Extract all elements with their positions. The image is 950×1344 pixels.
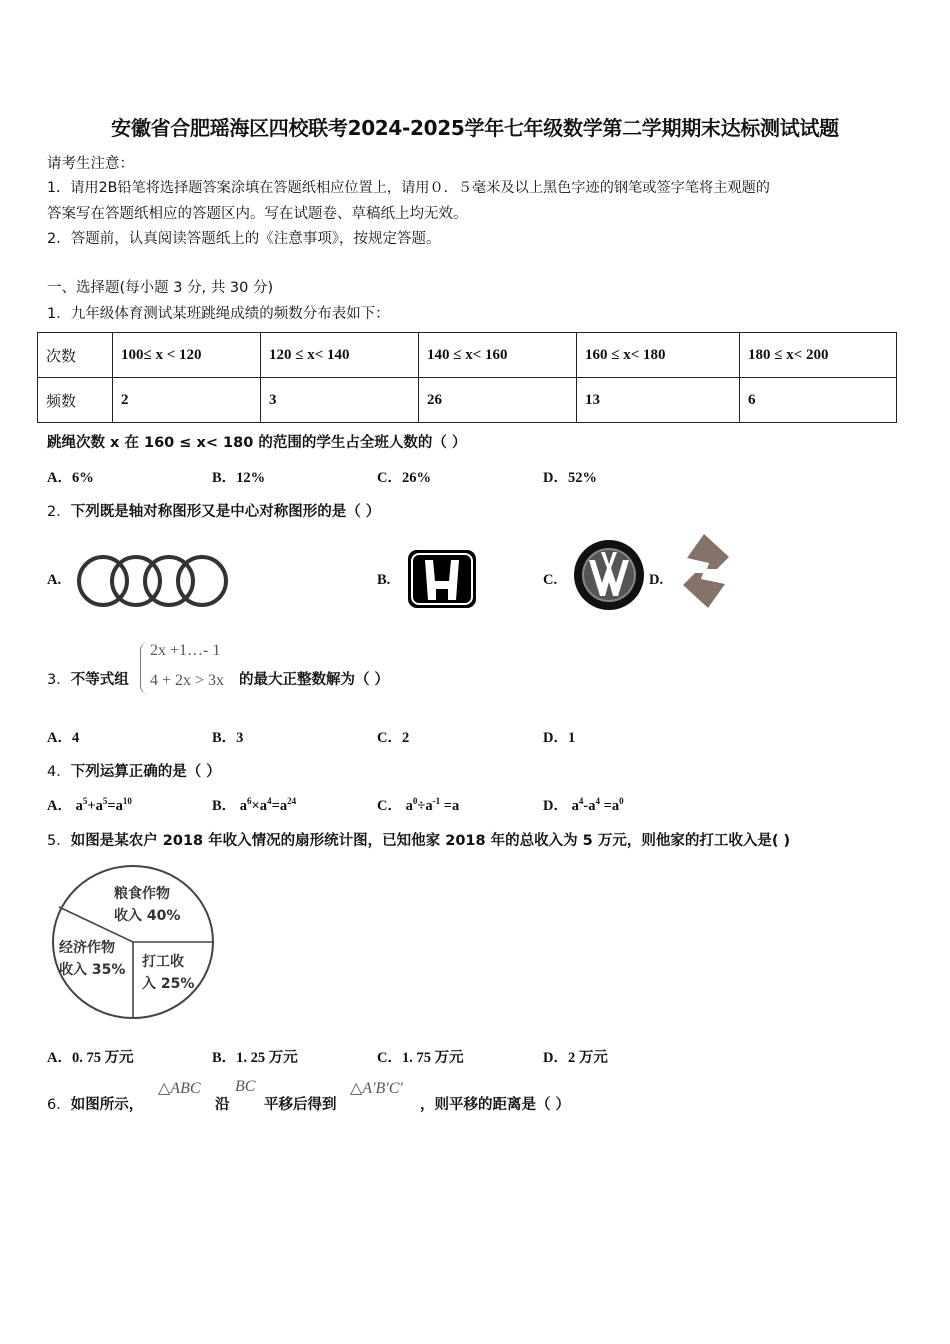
option-c[interactable]: C．1. 75 万元 <box>377 1050 464 1066</box>
notice-heading: 请考生注意： <box>47 156 134 172</box>
slice-label-economic-line-2: 收入 35% <box>59 962 126 978</box>
question-4-stem <box>47 760 221 781</box>
question-number: 2． <box>47 504 71 520</box>
question-number: 4． <box>47 764 71 780</box>
notice-item-2: 2．答题前，认真阅读答题纸上的《注意事项》，按规定答题。 <box>47 231 441 247</box>
row-header-count: 次数 <box>38 333 113 378</box>
option-d[interactable]: D. <box>649 572 664 588</box>
question-3-stem-prefix <box>47 668 129 689</box>
inequality-line-1: 2x +1…- 1 <box>150 642 221 659</box>
question-number: 1． <box>47 306 71 322</box>
expr: -a <box>583 798 596 814</box>
option-c[interactable]: C．2 <box>377 730 410 746</box>
question-2-stem <box>47 500 380 521</box>
option-a[interactable]: A. <box>47 572 62 588</box>
option-c[interactable] <box>377 794 459 815</box>
notice-item-1-line-1: 1．请用2B铅笔将选择题答案涂填在答题纸相应位置上，请用０．５毫米及以上黑色字迹的钢笔或签字笔将主观题的 <box>47 180 770 196</box>
option-label: C． <box>377 798 402 814</box>
slice-label-work-line-1: 打工收 <box>142 954 184 970</box>
exponent: 0 <box>619 796 624 806</box>
option-c[interactable]: C．26% <box>377 470 431 486</box>
left-brace <box>140 642 149 694</box>
option-b[interactable]: B．3 <box>212 730 244 746</box>
option-a[interactable]: A．4 <box>47 730 80 746</box>
option-d[interactable] <box>543 794 624 815</box>
four-rings-logo-icon <box>75 553 230 609</box>
question-text: 下列运算正确的是（ ） <box>70 764 221 780</box>
expr: =a <box>599 798 620 814</box>
option-d[interactable]: D．2 万元 <box>543 1050 608 1066</box>
question-text: 如图是某农户 2018 年收入情况的扇形统计图，已知他家 2018 年的总收入为 5 万元，则他家的打工收入是( ) <box>70 833 791 849</box>
table-cell: 2 <box>113 378 261 423</box>
question-text: 下列既是轴对称图形又是中心对称图形的是（ ） <box>70 504 381 520</box>
question-number: 3． <box>47 672 71 688</box>
table-row <box>38 333 897 378</box>
question-number: 5． <box>47 833 71 849</box>
slice-label-economic-line-1: 经济作物 <box>59 940 115 956</box>
table-row <box>38 378 897 423</box>
expr: ÷a <box>417 798 433 814</box>
question-text: 九年级体育测试某班跳绳成绩的频数分布表如下： <box>70 306 390 322</box>
notice-item-1-line-2: 答案写在答题纸相应的答题区内。写在试题卷、草稿纸上均无效。 <box>47 206 468 222</box>
h-emblem-logo-icon <box>406 548 478 610</box>
section-heading: 一、选择题(每小题 3 分, 共 30 分) <box>47 280 274 296</box>
expr: a <box>571 798 579 814</box>
table-cell: 100≤ x < 120 <box>113 333 261 378</box>
table-cell: 13 <box>577 378 740 423</box>
option-label: D． <box>543 798 568 814</box>
exponent: 0 <box>412 796 418 806</box>
table-cell: 120 ≤ x< 140 <box>261 333 419 378</box>
option-b[interactable]: B．1. 25 万元 <box>212 1050 298 1066</box>
question-text: 如图所示， <box>70 1097 144 1113</box>
question-5-stem <box>47 829 790 850</box>
expr: a <box>405 798 413 814</box>
exponent: 4 <box>578 796 584 806</box>
option-label: B． <box>212 798 237 814</box>
exponent: 4 <box>267 796 272 806</box>
slice-label-work-line-2: 入 25% <box>142 976 195 992</box>
vw-circle-logo-icon <box>571 538 647 612</box>
option-a[interactable] <box>47 794 132 815</box>
exponent: 5 <box>102 796 108 806</box>
s-diamond-logo-icon <box>679 532 733 610</box>
math-segment-bc: BC <box>235 1078 256 1095</box>
question-1-followup: 跳绳次数 x 在 160 ≤ x< 180 的范围的学生占全班人数的（ ） <box>47 435 467 451</box>
table-cell: 180 ≤ x< 200 <box>740 333 897 378</box>
option-c[interactable]: C. <box>543 572 558 588</box>
inequality-line-2: 4 + 2x > 3x <box>150 672 225 689</box>
expr: a <box>75 798 83 814</box>
option-d[interactable]: D．52% <box>543 470 597 486</box>
question-text: ，则平移的距离是（ ） <box>420 1097 571 1113</box>
question-number: 6． <box>47 1097 71 1113</box>
question-1-stem <box>47 302 390 323</box>
option-a[interactable]: A．6% <box>47 470 94 486</box>
expr: a <box>239 798 248 814</box>
question-6-stem <box>47 1093 143 1114</box>
frequency-table <box>37 332 897 423</box>
option-b[interactable]: B. <box>377 572 391 588</box>
exponent: 4 <box>595 796 600 806</box>
page-title: 安徽省合肥瑶海区四校联考2024-2025学年七年级数学第二学期期末达标测试试题 <box>111 116 839 140</box>
exponent: -1 <box>432 796 441 806</box>
question-3-stem-suffix: 的最大正整数解为（ ） <box>239 672 390 688</box>
table-cell: 160 ≤ x< 180 <box>577 333 740 378</box>
exponent: 24 <box>287 796 297 806</box>
option-label: A． <box>47 798 72 814</box>
expr: ×a <box>251 798 268 814</box>
table-cell: 140 ≤ x< 160 <box>419 333 577 378</box>
exponent: 10 <box>122 796 132 806</box>
slice-label-grain-line-2: 收入 40% <box>114 908 181 924</box>
expr: =a <box>440 798 460 814</box>
math-triangle-abc-prime: △A'B'C' <box>350 1080 403 1097</box>
expr: =a <box>271 798 288 814</box>
question-text: 沿 <box>215 1097 230 1113</box>
expr: +a <box>87 798 103 814</box>
math-triangle-abc: △ABC <box>158 1080 201 1097</box>
option-d[interactable]: D．1 <box>543 730 576 746</box>
table-cell: 6 <box>740 378 897 423</box>
question-text: 平移后得到 <box>264 1097 337 1113</box>
option-b[interactable]: B．12% <box>212 470 266 486</box>
option-b[interactable] <box>212 794 296 815</box>
pie-chart <box>50 862 220 1022</box>
exponent: 5 <box>82 796 88 806</box>
question-text: 不等式组 <box>70 672 129 688</box>
table-cell: 3 <box>261 378 419 423</box>
option-a[interactable]: A．0. 75 万元 <box>47 1050 134 1066</box>
exponent: 6 <box>247 796 252 806</box>
expr: =a <box>107 798 123 814</box>
table-cell: 26 <box>419 378 577 423</box>
row-header-frequency: 频数 <box>38 378 113 423</box>
slice-label-grain-line-1: 粮食作物 <box>114 886 170 902</box>
